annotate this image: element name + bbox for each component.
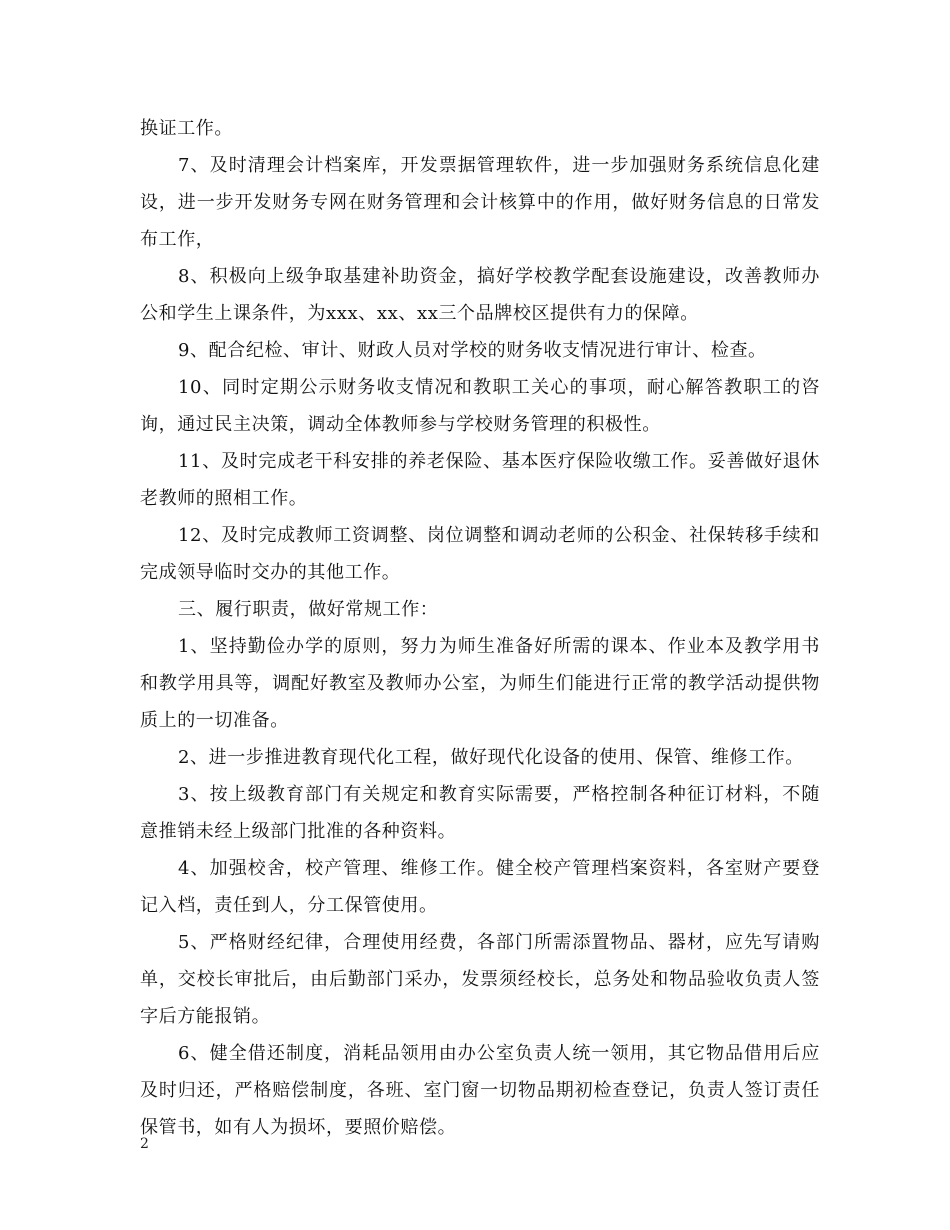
paragraph-section3-item-1: 1、坚持勤俭办学的原则，努力为师生准备好所需的课本、作业本及教学用书和教学用具等，调配好教室及教师办公室，为师生们能进行正常的教学活动提供物质上的一切准备。 xyxy=(140,636,820,731)
paragraph-continuation: 换证工作。 xyxy=(140,118,233,139)
paragraph-item-8: 8、积极向上级争取基建补助资金，搞好学校教学配套设施建设，改善教师办公和学生上课条件，为xxx、xx、xx三个品牌校区提供有力的保障。 xyxy=(140,266,820,324)
paragraph-item-10: 10、同时定期公示财务收支情况和教职工关心的事项，耐心解答教职工的咨询，通过民主决策，调动全体教师参与学校财务管理的积极性。 xyxy=(140,377,820,435)
paragraph-item-7: 7、及时清理会计档案库，开发票据管理软件，进一步加强财务系统信息化建设，进一步开发财务专网在财务管理和会计核算中的作用，做好财务信息的日常发布工作， xyxy=(140,155,820,250)
paragraph-section3-item-3: 3、按上级教育部门有关规定和教育实际需要，严格控制各种征订材料，不随意推销未经上级部门批准的各种资料。 xyxy=(140,784,820,842)
paragraph-item-12: 12、及时完成教师工资调整、岗位调整和调动老师的公积金、社保转移手续和完成领导临时交办的其他工作。 xyxy=(140,525,820,583)
paragraph-item-11: 11、及时完成老干科安排的养老保险、基本医疗保险收缴工作。妥善做好退休老教师的照相工作。 xyxy=(140,451,820,509)
section-heading-3: 三、履行职责，做好常规工作： xyxy=(178,599,439,620)
paragraph-section3-item-4: 4、加强校舍，校产管理、维修工作。健全校产管理档案资料，各室财产要登记入档，责任到人，分工保管使用。 xyxy=(140,858,820,916)
page-number: 2 xyxy=(140,1136,149,1152)
paragraph-section3-item-5: 5、严格财经纪律，合理使用经费，各部门所需添置物品、器材，应先写请购单，交校长审批后，由后勤部门采办，发票须经校长，总务处和物品验收负责人签字后方能报销。 xyxy=(140,932,820,1027)
paragraph-section3-item-6: 6、健全借还制度，消耗品领用由办公室负责人统一领用，其它物品借用后应及时归还，严格赔偿制度，各班、室门窗一切物品期初检查登记，负责人签订责任保管书，如有人为损坏，要照价赔偿。 xyxy=(140,1043,820,1138)
paragraph-item-9: 9、配合纪检、审计、财政人员对学校的财务收支情况进行审计、检查。 xyxy=(178,340,767,361)
paragraph-section3-item-2: 2、进一步推进教育现代化工程，做好现代化设备的使用、保管、维修工作。 xyxy=(178,747,804,768)
document-body xyxy=(140,110,820,1146)
